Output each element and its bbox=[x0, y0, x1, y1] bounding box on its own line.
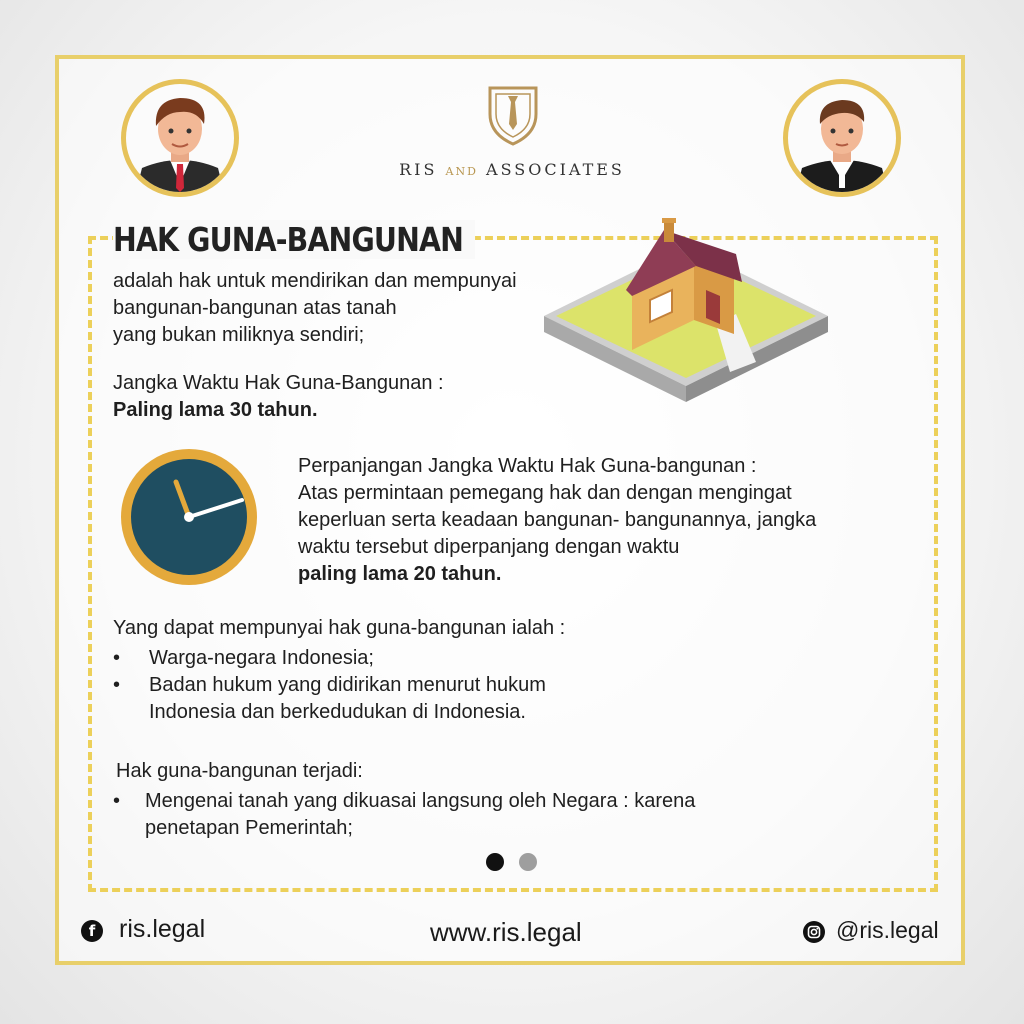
brand-name-right: ASSOCIATES bbox=[486, 160, 625, 179]
extension-line: waktu tersebut diperpanjang dengan waktu bbox=[298, 536, 680, 558]
term-section bbox=[113, 370, 444, 424]
page-title: HAK GUNA-BANGUNAN bbox=[113, 220, 475, 259]
list-item bbox=[113, 788, 695, 842]
facebook-icon[interactable]: f bbox=[81, 920, 103, 942]
bullet-icon: • bbox=[113, 790, 121, 812]
holders-heading: Yang dapat mempunyai hak guna-bangunan ialah : bbox=[113, 617, 566, 639]
extension-line: keperluan serta keadaan bangunan- bangunannya, jangka bbox=[298, 509, 817, 531]
occurs-item-text: Mengenai tanah yang dikuasai langsung oleh Negara : karena bbox=[145, 790, 696, 812]
list-item bbox=[113, 672, 565, 726]
holders-item-text: Indonesia dan berkedudukan di Indonesia. bbox=[149, 701, 526, 723]
occurs-section bbox=[113, 758, 696, 842]
website-link[interactable]: www.ris.legal bbox=[430, 917, 582, 947]
brand-name-left: RIS bbox=[399, 160, 438, 179]
brand-name-mid: AND bbox=[445, 165, 478, 178]
pager-dot[interactable] bbox=[519, 853, 537, 871]
pager-dot-active[interactable] bbox=[486, 853, 504, 871]
man-judge-robe-icon bbox=[788, 84, 896, 192]
house-illustration-icon bbox=[540, 212, 832, 408]
instagram-icon[interactable] bbox=[803, 921, 825, 943]
clock-icon bbox=[118, 446, 260, 588]
term-label: Jangka Waktu Hak Guna-Bangunan : bbox=[113, 372, 444, 394]
extension-section bbox=[298, 453, 816, 588]
occurs-item-text: penetapan Pemerintah; bbox=[145, 817, 353, 839]
bullet-icon: • bbox=[113, 674, 121, 696]
lawyer-avatar-right bbox=[783, 79, 901, 197]
facebook-handle[interactable]: ris.legal bbox=[119, 915, 206, 943]
holders-item-text: Badan hukum yang didirikan menurut hukum bbox=[149, 674, 546, 696]
definition-line: bangunan-bangunan atas tanah bbox=[113, 297, 397, 319]
extension-heading: Perpanjangan Jangka Waktu Hak Guna-bangunan : bbox=[298, 455, 757, 477]
definition-line: yang bukan miliknya sendiri; bbox=[113, 324, 365, 346]
instagram-handle[interactable]: @ris.legal bbox=[836, 917, 939, 943]
bullet-icon: • bbox=[113, 647, 121, 669]
shield-tie-logo-icon bbox=[484, 84, 542, 148]
man-red-tie-icon bbox=[126, 84, 234, 192]
holders-item-text: Warga-negara Indonesia; bbox=[149, 647, 374, 669]
extension-value: paling lama 20 tahun. bbox=[298, 563, 502, 585]
lawyer-avatar-left bbox=[121, 79, 239, 197]
list-item bbox=[113, 645, 565, 672]
occurs-heading: Hak guna-bangunan terjadi: bbox=[116, 760, 363, 782]
term-value: Paling lama 30 tahun. bbox=[113, 399, 318, 421]
definition-text bbox=[113, 268, 517, 349]
extension-line: Atas permintaan pemegang hak dan dengan mengingat bbox=[298, 482, 792, 504]
definition-line: adalah hak untuk mendirikan dan mempunyai bbox=[113, 270, 517, 292]
brand-name bbox=[340, 160, 684, 179]
holders-section bbox=[113, 615, 565, 726]
